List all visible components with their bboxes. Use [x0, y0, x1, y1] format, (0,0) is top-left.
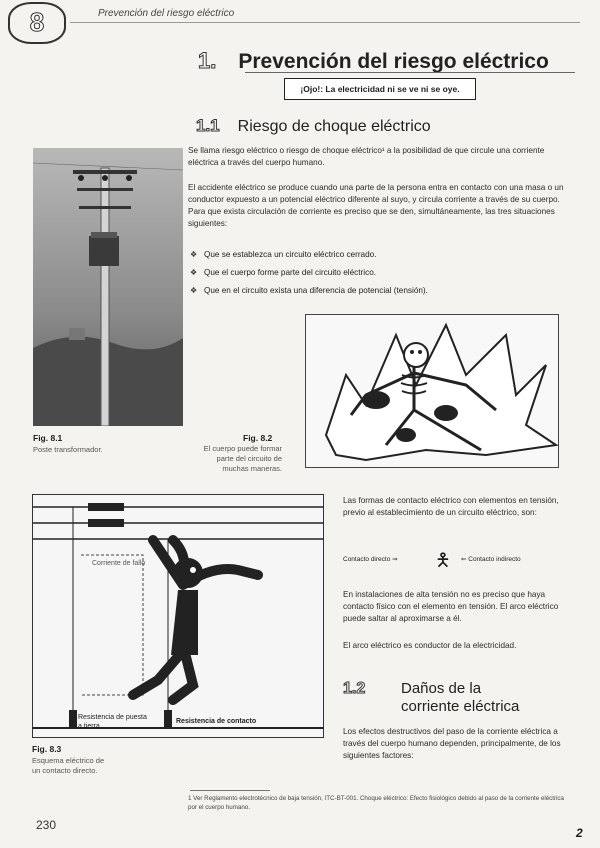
transformer-pole-photo — [33, 148, 183, 426]
contact-resistance-label: Resistencia de contacto — [176, 718, 257, 725]
bullet-item: ❖ Que en el circuito exista una diferencia de potencial (tensión). — [190, 286, 428, 295]
subsection-2-title: 1.2 Daños de la corriente eléctrica — [343, 680, 520, 715]
facing-page-number: 2 — [576, 826, 583, 840]
header-rule — [70, 22, 580, 23]
page-number: 230 — [36, 818, 57, 832]
section-title — [198, 48, 549, 74]
diamond-bullet-icon: ❖ — [190, 286, 198, 295]
person-icon: 🯅 — [435, 550, 451, 570]
figure-caption: El cuerpo puede formar parte del circuito de muchas maneras. — [203, 444, 282, 473]
paragraph-high-voltage: En instalaciones de alta tensión no es preciso que haya contacto físico con el elemento en tensión. El arco eléctrico puede saltar al aproximarse a él. — [343, 590, 559, 623]
subsection-2-number: 1.2 — [343, 680, 366, 697]
running-title: Prevención del riesgo eléctrico — [98, 8, 235, 19]
section-title-text: Prevención del riesgo eléctrico — [238, 50, 549, 73]
r-label: R — [184, 631, 190, 638]
chapter-number-badge: 8 — [8, 2, 66, 44]
paragraph-arc: El arco eléctrico es conductor de la electricidad. — [343, 641, 517, 650]
footnote: 1 Ver Reglamento electrotécnico de baja tensión, ITC-BT-001. Choque eléctrico: Efecto fisiológico debido al paso de la corriente eléctrica por el cuerpo humano. — [188, 795, 564, 811]
subsection-title-text: Riesgo de choque eléctrico — [237, 118, 431, 135]
bullet-item: ❖ Que se establezca un circuito eléctrico cerrado. — [190, 250, 377, 259]
subsection-number: 1.1 — [196, 116, 220, 135]
diamond-bullet-icon: ❖ — [190, 250, 198, 259]
warning-callout: ¡Ojo!: La electricidad ni se ve ni se oye. — [284, 78, 476, 100]
contact-types-row — [343, 551, 565, 571]
bullet-item: ❖ Que el cuerpo forme parte del circuito eléctrico. — [190, 268, 377, 277]
direct-contact-label: Contacto directo ⇒ — [343, 556, 398, 563]
diamond-bullet-icon: ❖ — [190, 268, 198, 277]
title-rule — [245, 72, 575, 73]
paragraph-accident: El accidente eléctrico se produce cuando una parte de la persona entra en contacto con una masa o un conductor expuesto a un potencial eléctrico diferente al suyo, y circula corriente a través de su cuerpo. Para que exista circulación de corriente es preciso que se den, simultáneamente, las tres situaciones siguientes: — [188, 183, 564, 228]
subsection-title — [196, 116, 431, 136]
current-label: Corriente de fallo — [92, 560, 146, 567]
figure-label: Fig. 8.2 — [243, 433, 273, 443]
figure-label: Fig. 8.3 — [32, 744, 62, 754]
indirect-contact-label: ⇐ Contacto indirecto — [461, 556, 521, 563]
paragraph-contact-forms: Las formas de contacto eléctrico con elementos en tensión, previo al establecimiento de un circuito eléctrico, son: — [343, 496, 559, 517]
paragraph-definition: Se llama riesgo eléctrico o riesgo de choque eléctrico¹ a la posibilidad de que circule una corriente eléctrica a través del cuerpo humano. — [188, 146, 545, 167]
figure-label: Fig. 8.1 — [33, 433, 63, 443]
direct-contact-diagram — [32, 494, 324, 738]
figure-caption: Esquema eléctrico de un contacto directo. — [32, 756, 105, 775]
section-number: 1. — [198, 48, 217, 73]
footnote-rule — [190, 790, 270, 791]
paragraph-effects: Los efectos destructivos del paso de la corriente eléctrica a través del cuerpo humano dependen, principalmente, de los siguientes factores: — [343, 727, 561, 760]
ground-resistance-label: Resistencia de puesta a tierra — [78, 714, 147, 730]
figure-caption: Poste transformador. — [33, 445, 103, 454]
electrocution-illustration — [305, 314, 559, 468]
